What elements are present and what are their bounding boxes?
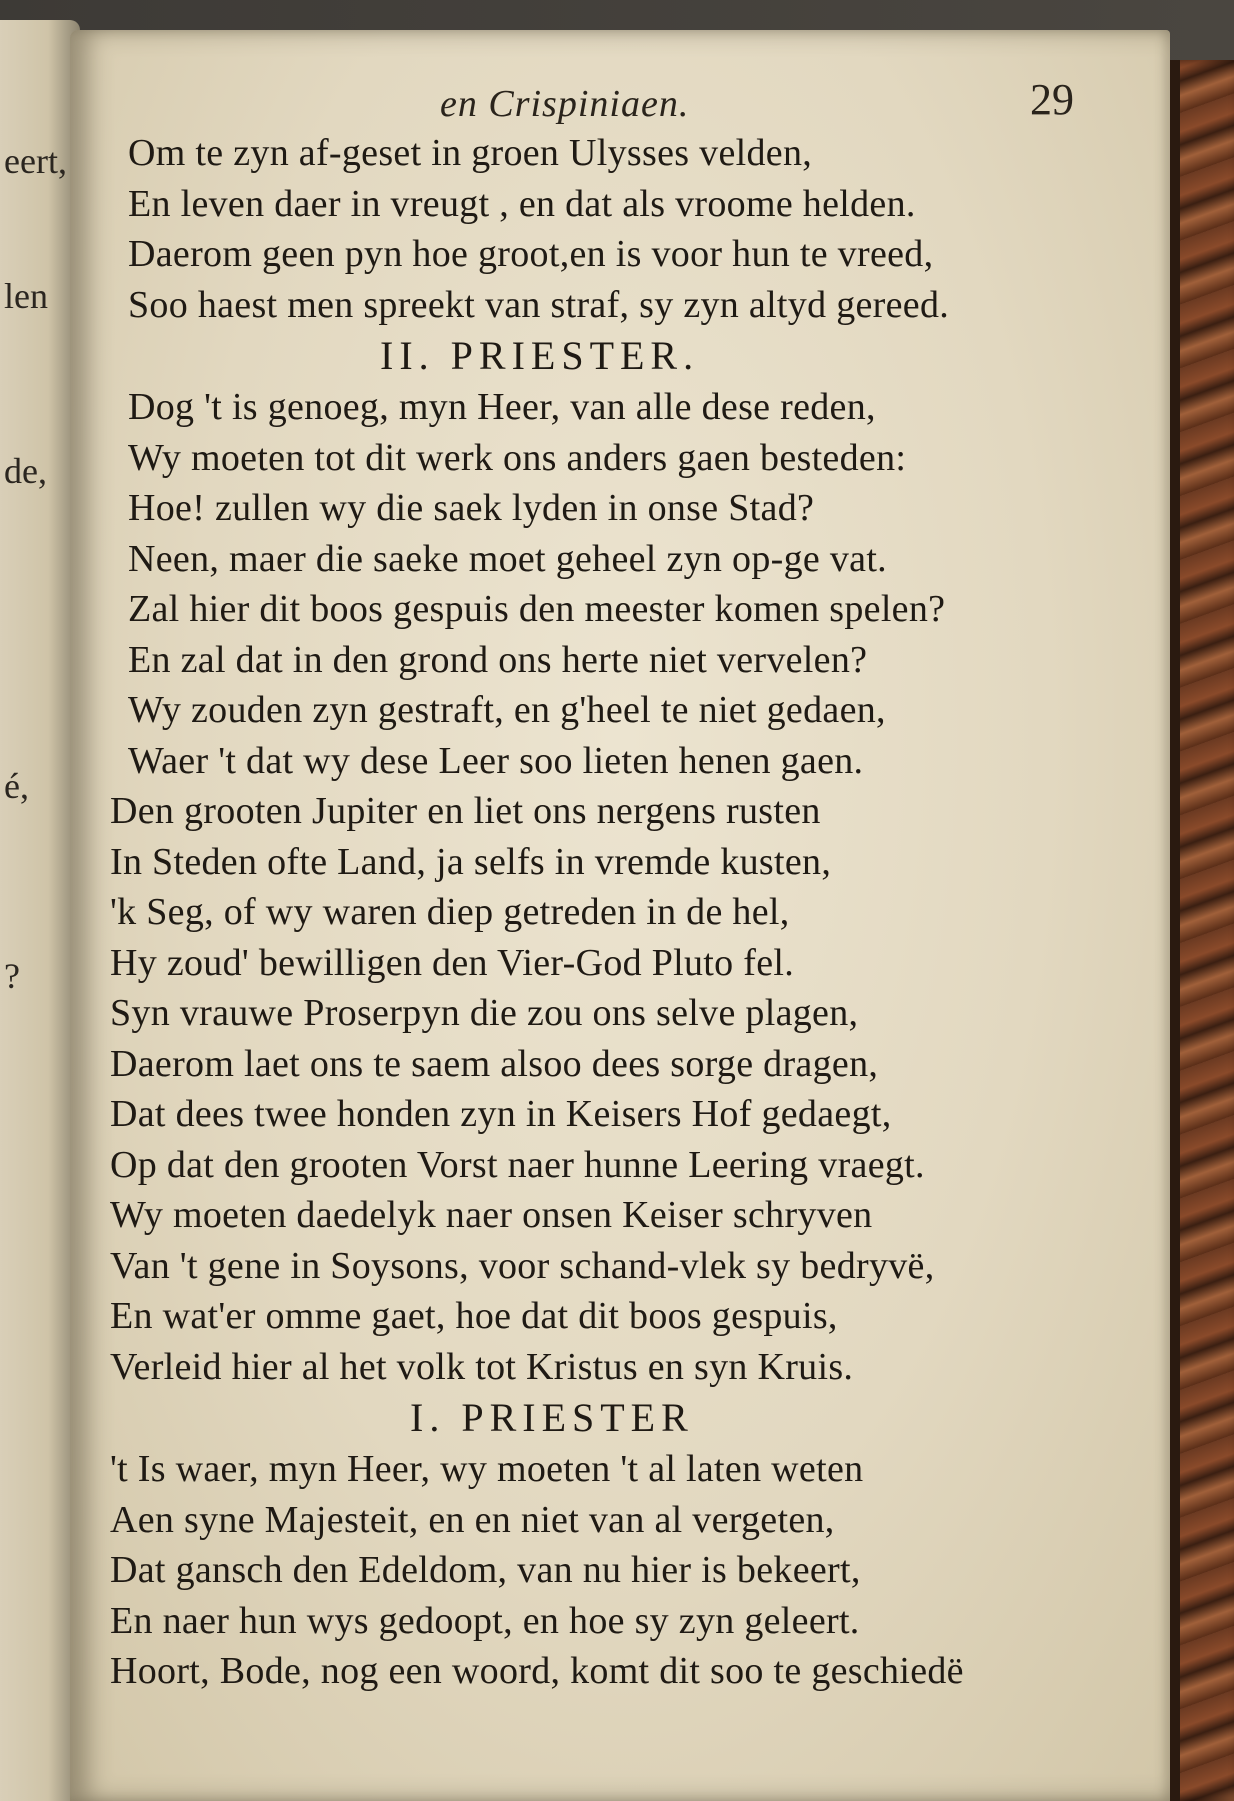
- verse-line: Van 't gene in Soysons, voor schand-vlek sy bedryvë,: [110, 1244, 935, 1287]
- left-page-fragment: é,: [4, 766, 29, 806]
- verse-line: En leven daer in vreugt , en dat als vroome helden.: [128, 182, 916, 225]
- speaker-heading: I. PRIESTER: [410, 1395, 694, 1440]
- verse-line: Aen syne Majesteit, en en niet van al vergeten,: [110, 1498, 835, 1541]
- verse-line: Waer 't dat wy dese Leer soo lieten henen gaen.: [128, 739, 864, 782]
- speaker-heading: II. PRIESTER.: [380, 333, 700, 378]
- text-block: [110, 128, 1140, 1697]
- verse-line: Hoe! zullen wy die saek lyden in onse Stad?: [128, 487, 815, 529]
- verse-line: Hoort, Bode, nog een woord, komt dit soo te geschiedë: [110, 1650, 964, 1692]
- verse-line: Soo haest men spreekt van straf, sy zyn altyd gereed.: [128, 283, 950, 326]
- verse-line: Verleid hier al het volk tot Kristus en syn Kruis.: [110, 1345, 854, 1388]
- verse-line: En naer hun wys gedoopt, en hoe sy zyn geleert.: [110, 1599, 860, 1642]
- book-page: [70, 30, 1170, 1801]
- verse-line: Hy zoud' bewilligen den Vier-God Pluto fel.: [110, 941, 795, 984]
- verse-line: Den grooten Jupiter en liet ons nergens rusten: [110, 790, 821, 832]
- verse-line: En zal dat in den grond ons herte niet vervelen?: [128, 638, 868, 681]
- verse-line: Neen, maer die saeke moet geheel zyn op-ge vat.: [128, 537, 887, 580]
- verse-line: Dat gansch den Edeldom, van nu hier is bekeert,: [110, 1549, 861, 1591]
- verse-line: Zal hier dit boos gespuis den meester komen spelen?: [128, 588, 946, 630]
- verse-line: 'k Seg, of wy waren diep getreden in de hel,: [110, 891, 790, 933]
- left-page-edge: [0, 20, 80, 1801]
- page-number: 29: [1030, 75, 1074, 124]
- binding-edge: [1170, 60, 1180, 1801]
- left-page-fragment: ?: [4, 956, 20, 996]
- verse-line: Daerom geen pyn hoe groot,en is voor hun te vreed,: [128, 233, 934, 275]
- verse-line: In Steden ofte Land, ja selfs in vremde kusten,: [110, 840, 832, 883]
- left-page-fragment: eert,: [4, 141, 67, 181]
- verse-line: En wat'er omme gaet, hoe dat dit boos gespuis,: [110, 1295, 838, 1337]
- left-page-fragment: de,: [4, 451, 47, 491]
- verse-line: Dog 't is genoeg, myn Heer, van alle dese reden,: [128, 386, 876, 428]
- verse-line: Wy zouden zyn gestraft, en g'heel te niet gedaen,: [128, 689, 886, 731]
- verse-line: Om te zyn af-geset in groen Ulysses velden,: [128, 132, 813, 174]
- left-page-fragment: len: [4, 276, 48, 316]
- verse-line: Dat dees twee honden zyn in Keisers Hof gedaegt,: [110, 1093, 892, 1135]
- verse-line: Wy moeten tot dit werk ons anders gaen besteden:: [128, 436, 907, 479]
- verse-line: 't Is waer, myn Heer, wy moeten 't al laten weten: [110, 1448, 864, 1490]
- running-head: en Crispiniaen.: [440, 83, 690, 125]
- verse-line: Syn vrauwe Proserpyn die zou ons selve plagen,: [110, 992, 859, 1034]
- verse-line: Daerom laet ons te saem alsoo dees sorge dragen,: [110, 1042, 879, 1085]
- verse-line: Op dat den grooten Vorst naer hunne Leering vraegt.: [110, 1143, 925, 1186]
- verse-line: Wy moeten daedelyk naer onsen Keiser schryven: [110, 1194, 873, 1236]
